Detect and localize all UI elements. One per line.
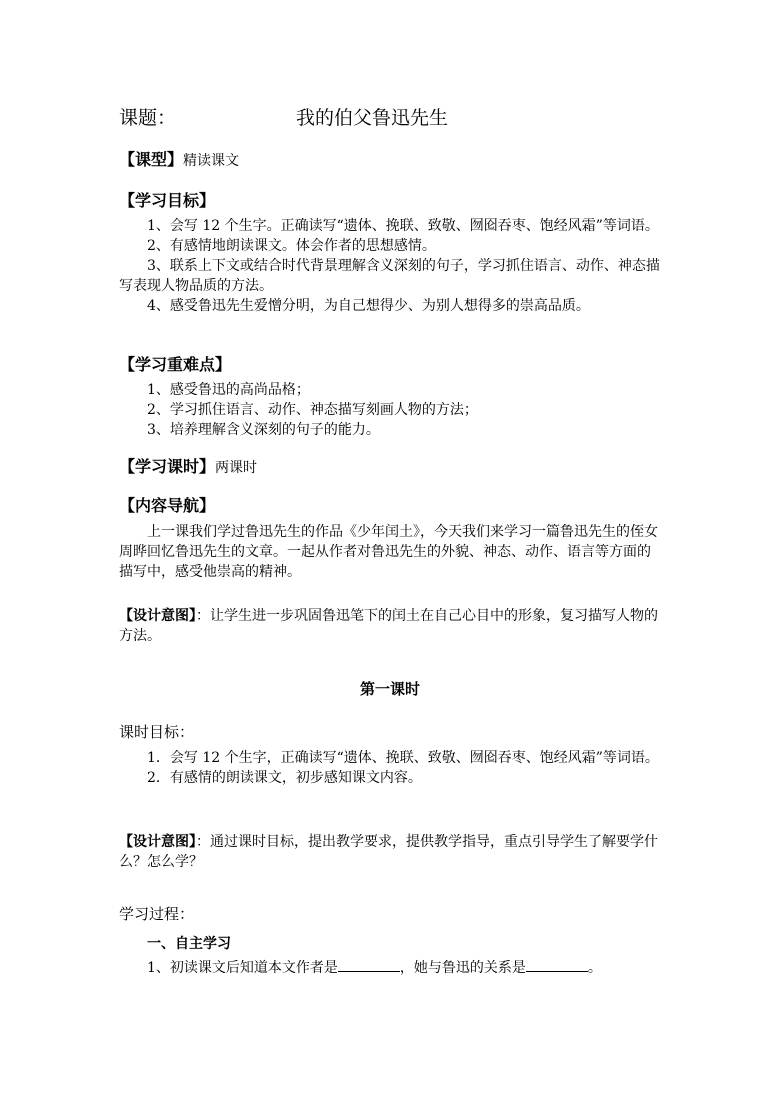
key-point-item: 3、培养理解含义深刻的句子的能力。 (147, 422, 380, 438)
question-part-3: 。 (587, 960, 602, 976)
design-intent-label: 【设计意图】 (119, 608, 196, 624)
period-goal-item: 2．有感情的朗读课文，初步感知课文内容。 (147, 770, 422, 786)
objectives-list (119, 216, 664, 316)
objectives-heading: 【学习目标】 (119, 191, 216, 210)
content-guide-text (119, 522, 664, 582)
design-intent-text: ：让学生进一步巩固鲁迅笔下的闰土在自己心目中的形象，复习描写人物的方法。 (119, 608, 658, 644)
first-period-heading: 第一课时 (359, 680, 420, 698)
content-guide-paragraph: 上一课我们学过鲁迅先生的作品《少年闰土》，今天我们来学习一篇鲁迅先生的侄女周晔回忆鲁迅先生的文章。一起从作者对鲁迅先生的外貌、神态、动作、语言等方面的描写中，感受他崇高的精神。 (119, 524, 658, 580)
objective-item: 1、会写 12 个生字。正确读写“遗体、挽联、致敬、囫囵吞枣、饱经风霜”等词语。 (147, 218, 659, 234)
design-intent-label: 【设计意图】 (119, 834, 196, 850)
period-goals-list (119, 748, 664, 788)
period-goal-item: 1．会写 12 个生字，正确读写“遗体、挽联、致敬、囫囵吞枣、饱经风霜”等词语。 (147, 750, 659, 766)
period-goals-heading: 课时目标： (119, 723, 195, 741)
answer-blank-author[interactable] (338, 957, 400, 972)
class-hours-row (119, 454, 257, 477)
lesson-type-value: 精读课文 (183, 153, 240, 169)
key-point-item: 2、学习抓住语言、动作、神态描写刻画人物的方法； (147, 402, 478, 418)
class-hours-value: 两课时 (215, 460, 258, 476)
objective-item: 3、联系上下文或结合时代背景理解含义深刻的句子，学习抓住语言、动作、神态描写表现人物品质的方法。 (119, 258, 660, 294)
self-study-heading: 一、自主学习 (147, 936, 231, 952)
key-point-item: 1、感受鲁迅的高尚品格； (147, 382, 310, 398)
lesson-type-heading: 【课型】 (119, 150, 184, 169)
lesson-type-row (119, 147, 239, 170)
process-heading: 学习过程： (119, 905, 195, 923)
fill-in-question (147, 957, 602, 977)
design-intent-text: ：通过课时目标，提出教学要求，提供教学指导，重点引导学生了解要学什么？怎么学？ (119, 834, 658, 870)
title-label: 课题： (119, 107, 177, 129)
key-points-heading: 【学习重难点】 (119, 355, 232, 374)
objective-item: 2、有感情地朗读课文。体会作者的思想感情。 (147, 238, 436, 254)
answer-blank-relation[interactable] (526, 957, 588, 972)
question-part-1: 1、初读课文后知道本文作者是 (147, 960, 338, 976)
question-part-2: ，她与鲁迅的关系是 (399, 960, 526, 976)
objective-item: 4、感受鲁迅先生爱憎分明，为自己想得少、为别人想得多的崇高品质。 (147, 298, 590, 314)
design-intent-2 (119, 832, 664, 872)
design-intent-1 (119, 606, 664, 646)
class-hours-heading: 【学习课时】 (119, 457, 216, 476)
key-points-list (119, 380, 664, 440)
page-title: 我的伯父鲁迅先生 (296, 107, 449, 129)
content-guide-heading: 【内容导航】 (119, 496, 216, 515)
